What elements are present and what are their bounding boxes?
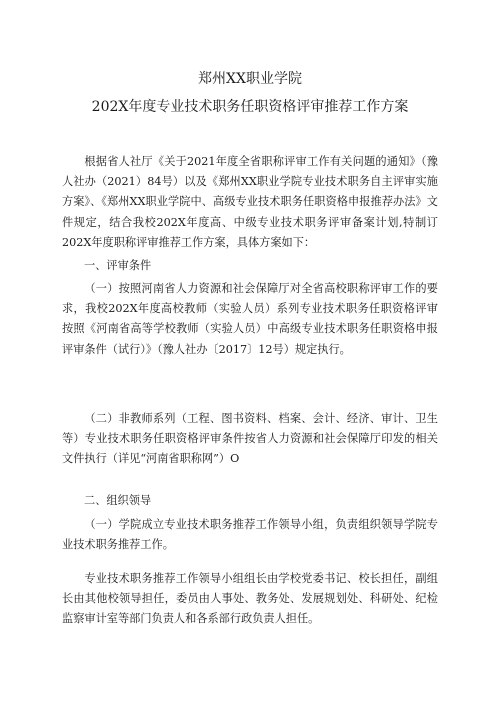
section-heading-review-conditions: 一、评审条件 bbox=[84, 259, 152, 272]
document-title-school: 郑州XX职业学院 bbox=[198, 71, 302, 87]
document-title-plan: 202X年度专业技术职务任职资格评审推荐工作方案 bbox=[91, 99, 409, 115]
paragraph-teacher-series: （一）按照河南省人力资源和社会保障厅对全省高校职称评审工作的要求，我校202X年度高校教师（实验人员）系列专业技术职务任职资格评审按照《河南省高等学校教师（实验人员）中高级专业技术职务任职资格申报评审条件（试行）》（豫人社办〔2017〕12号）规定执行。 bbox=[62, 282, 438, 356]
paragraph-group-members: 专业技术职务推荐工作领导小组组长由学校党委书记、校长担任，副组长由其他校领导担任，委员由人事处、教务处、发展规划处、科研处、纪检监察审计室等部门负责人和各系部行政负责人担任。 bbox=[62, 572, 438, 626]
intro-paragraph: 根据省人社厅《关于2021年度全省职称评审工作有关问题的通知》（豫人社办（2021）84号）以及《郑州XX职业学院专业技术职务自主评审实施方案》、《郑州XX职业学院中、高级专业技术职务任职资格申报推荐办法》文件规定，结合我校202X年度高、中级专业技术职务评审备案计划,特制订202X年度职称评审推荐工作方案，具体方案如下： bbox=[62, 155, 438, 249]
paragraph-leading-group: （一）学院成立专业技术职务推荐工作领导小组，负责组织领导学院专业技术职务推荐工作。 bbox=[62, 518, 438, 552]
section-heading-leadership: 二、组织领导 bbox=[84, 494, 152, 507]
paragraph-non-teacher-series: （二）非教师系列（工程、图书资料、档案、会计、经济、审计、卫生等）专业技术职务任职资格评审条件按省人力资源和社会保障厅印发的相关文件执行（详见“河南省职称网”）O bbox=[62, 412, 438, 466]
